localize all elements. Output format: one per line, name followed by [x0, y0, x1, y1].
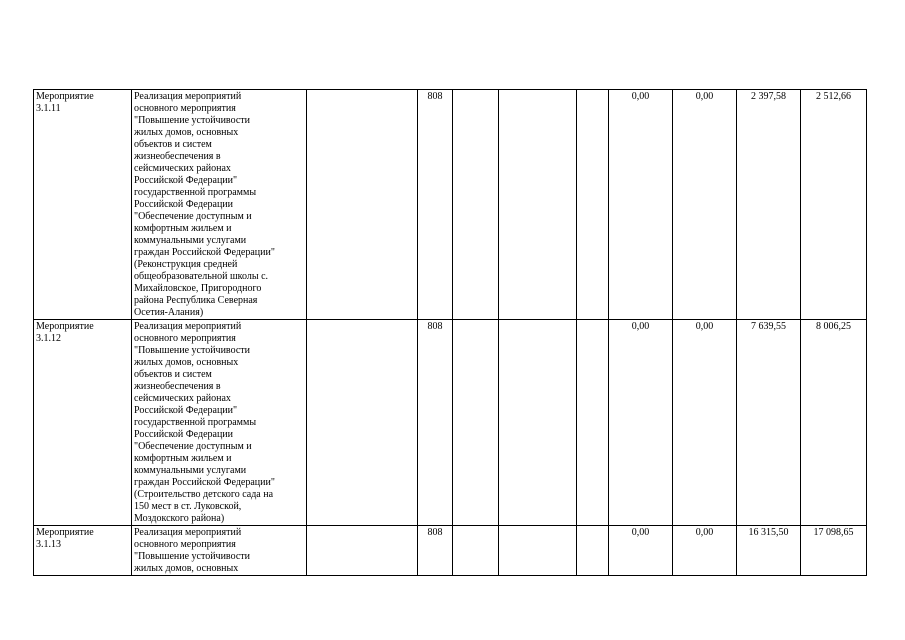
description-line: сейсмических районах [134, 393, 231, 404]
description-line: "Повышение устойчивости [134, 551, 250, 562]
description-line: граждан Российской Федерации" [134, 247, 275, 258]
empty-cell [499, 320, 577, 526]
description-line: Реализация мероприятий [134, 321, 242, 332]
event-number: 3.1.11 [36, 103, 61, 114]
admin-code-cell: 808 [418, 320, 453, 526]
empty-cell [453, 320, 499, 526]
empty-cell [499, 90, 577, 320]
value-cell: 16 315,50 [737, 526, 801, 576]
event-label-line: Мероприятие [36, 321, 94, 332]
description-line: основного мероприятия [134, 539, 236, 550]
value-cell: 0,00 [609, 90, 673, 320]
description-line: комфортным жильем и [134, 223, 232, 234]
description-line: жизнеобеспечения в [134, 381, 221, 392]
description-line: государственной программы [134, 417, 257, 428]
empty-cell [307, 320, 418, 526]
value-cell: 2 512,66 [801, 90, 867, 320]
value-cell: 0,00 [609, 526, 673, 576]
description-line: объектов и систем [134, 369, 212, 380]
value-cell: 0,00 [673, 90, 737, 320]
description-line: основного мероприятия [134, 333, 236, 344]
description-line: Российской Федерации [134, 429, 234, 440]
event-number: 3.1.13 [36, 539, 61, 550]
description-line: жизнеобеспечения в [134, 151, 221, 162]
event-label-cell [34, 320, 132, 526]
event-number: 3.1.12 [36, 333, 61, 344]
empty-cell [499, 526, 577, 576]
value-cell: 7 639,55 [737, 320, 801, 526]
admin-code-cell: 808 [418, 90, 453, 320]
budget-table [33, 89, 867, 576]
description-line: "Повышение устойчивости [134, 345, 250, 356]
table-row [34, 320, 867, 526]
description-line: Российской Федерации [134, 199, 234, 210]
description-line: граждан Российской Федерации" [134, 477, 275, 488]
description-line: общеобразовательной школы с. [134, 271, 269, 282]
empty-cell [577, 320, 609, 526]
description-line: 150 мест в ст. Луковской, [134, 501, 242, 512]
empty-cell [307, 90, 418, 320]
description-line: комфортным жильем и [134, 453, 232, 464]
description-line: "Обеспечение доступным и [134, 441, 252, 452]
description-line: сейсмических районах [134, 163, 231, 174]
value-cell: 0,00 [673, 320, 737, 526]
description-line: Моздокского района) [134, 513, 225, 524]
event-label-cell [34, 526, 132, 576]
empty-cell [307, 526, 418, 576]
value-cell: 0,00 [673, 526, 737, 576]
description-line: "Повышение устойчивости [134, 115, 250, 126]
table-row [34, 90, 867, 320]
value-cell: 17 098,65 [801, 526, 867, 576]
event-label-line: Мероприятие [36, 527, 94, 538]
description-line: (Строительство детского сада на [134, 489, 274, 500]
empty-cell [577, 90, 609, 320]
description-line: Михайловское, Пригородного [134, 283, 262, 294]
event-label-line: Мероприятие [36, 91, 94, 102]
description-line: Российской Федерации" [134, 175, 238, 186]
event-description-cell [132, 526, 307, 576]
description-line: жилых домов, основных [134, 357, 239, 368]
description-line: коммунальными услугами [134, 465, 247, 476]
description-line: государственной программы [134, 187, 257, 198]
description-line: Осетия-Алания) [134, 307, 204, 318]
table-row [34, 526, 867, 576]
event-description-cell [132, 90, 307, 320]
value-cell: 0,00 [609, 320, 673, 526]
description-line: района Республика Северная [134, 295, 258, 306]
description-line: основного мероприятия [134, 103, 236, 114]
empty-cell [577, 526, 609, 576]
description-line: коммунальными услугами [134, 235, 247, 246]
event-description-cell [132, 320, 307, 526]
description-line: "Обеспечение доступным и [134, 211, 252, 222]
admin-code-cell: 808 [418, 526, 453, 576]
description-line: объектов и систем [134, 139, 212, 150]
empty-cell [453, 526, 499, 576]
description-line: Реализация мероприятий [134, 91, 242, 102]
value-cell: 8 006,25 [801, 320, 867, 526]
description-line: Российской Федерации" [134, 405, 238, 416]
event-label-cell [34, 90, 132, 320]
description-line: (Реконструкция средней [134, 259, 238, 270]
description-line: Реализация мероприятий [134, 527, 242, 538]
description-line: жилых домов, основных [134, 563, 239, 574]
value-cell: 2 397,58 [737, 90, 801, 320]
empty-cell [453, 90, 499, 320]
description-line: жилых домов, основных [134, 127, 239, 138]
